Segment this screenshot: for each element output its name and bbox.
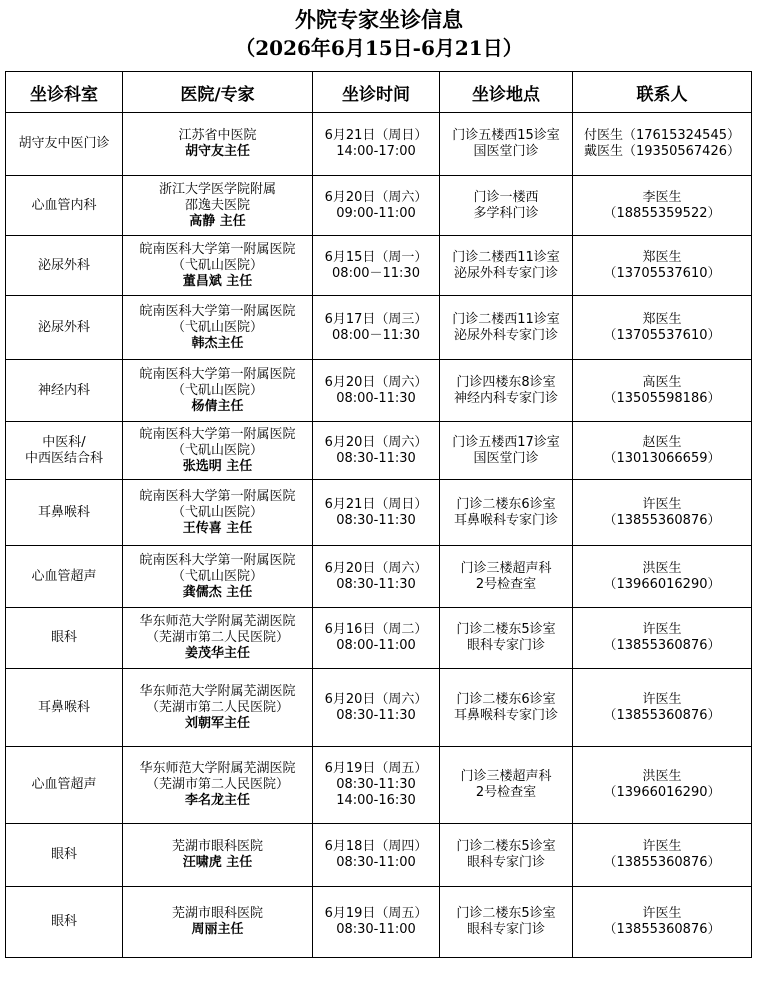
contact-text: （13966016290） [603,576,721,592]
expert-name: 韩杰主任 [191,335,244,351]
time-text: 08:30-11:30 [336,512,416,528]
contact-text: 洪医生 [642,560,682,576]
table-row [6,887,752,958]
time-text: 6月19日（周五） [324,761,428,776]
contact-text: 许医生 [642,691,682,707]
cell-time [313,113,440,176]
table-row [6,296,752,360]
hospital-name: 皖南医科大学第一附属医院 [139,366,296,382]
expert-name: 李名龙主任 [184,793,250,808]
page-subtitle: （2026年6月15日-6月21日） [235,36,523,60]
cell-contact [573,176,752,236]
hospital-name: （芜湖市第二人民医院） [145,777,289,792]
cell-contact [573,669,752,747]
location-text: 泌尿外科专家门诊 [453,327,558,343]
dept-text: 耳鼻喉科 [37,504,90,520]
cell-dept [6,608,123,669]
time-text: 08:00-11:30 [336,390,416,406]
table-row [6,824,752,887]
hospital-name: 皖南医科大学第一附属医院 [139,303,296,319]
time-text: 6月19日（周五） [324,906,428,921]
time-text: 08:30-11:00 [336,922,416,937]
location-text: 门诊三楼超声科 [460,560,552,576]
time-text: 08:00-11:00 [336,638,416,653]
cell-location [440,422,573,480]
location-text: 门诊二楼东5诊室 [456,906,556,921]
location-text: 门诊二楼西11诊室 [452,249,560,265]
hospital-name: 华东师范大学附属芜湖医院 [139,614,296,629]
expert-name: 高静 主任 [189,213,246,229]
cell-hospital-expert [123,236,313,296]
dept-text: 心血管超声 [31,568,97,584]
dept-text: 神经内科 [37,382,90,398]
cell-hospital-expert [123,608,313,669]
contact-text: （13855360876） [603,922,721,937]
contact-text: 郑医生 [642,249,682,265]
location-text: 门诊一楼西 [473,189,539,205]
contact-text: 洪医生 [642,769,682,784]
cell-location [440,480,573,546]
location-text: 眼科专家门诊 [466,638,545,653]
cell-contact [573,747,752,824]
location-text: 门诊三楼超声科 [460,769,552,784]
location-text: 眼科专家门诊 [466,922,545,937]
time-text: 6月17日（周三） [324,311,428,327]
hospital-name: 江苏省中医院 [178,128,257,143]
cell-time [313,296,440,360]
location-text: 多学科门诊 [473,205,539,221]
expert-name: 周丽主任 [191,922,244,937]
cell-time [313,887,440,958]
time-text: 08:30-11:00 [336,855,416,870]
contact-text: （13966016290） [603,785,721,800]
cell-dept [6,669,123,747]
expert-name: 胡守友主任 [184,144,250,159]
cell-contact [573,546,752,608]
cell-location [440,296,573,360]
cell-contact [573,480,752,546]
cell-dept [6,480,123,546]
header-contact: 联系人 [573,72,752,113]
location-text: 门诊二楼西11诊室 [452,311,560,327]
cell-dept [6,296,123,360]
hospital-name: 华东师范大学附属芜湖医院 [139,761,296,776]
contact-text: 许医生 [642,906,682,921]
location-text: 门诊二楼东5诊室 [456,839,556,854]
location-text: 2号检查室 [475,785,537,800]
time-text: 6月15日（周一） [324,249,428,265]
time-text: 14:00-17:00 [336,144,416,159]
hospital-name: 皖南医科大学第一附属医院 [139,426,296,442]
cell-time [313,480,440,546]
hospital-name: （弋矶山医院） [171,257,263,273]
hospital-name: 浙江大学医学院附属 [158,181,276,197]
cell-time [313,669,440,747]
location-text: 门诊二楼东5诊室 [456,622,556,637]
expert-name: 杨倩主任 [191,398,244,414]
cell-location [440,747,573,824]
time-text: 08:30-11:30 [336,450,416,466]
cell-dept [6,113,123,176]
cell-time [313,747,440,824]
contact-text: （13855360876） [603,512,721,528]
cell-location [440,113,573,176]
cell-hospital-expert [123,296,313,360]
header-location: 坐诊地点 [440,72,573,113]
cell-time [313,824,440,887]
hospital-name: （弋矶山医院） [171,568,263,584]
hospital-name: 芜湖市眼科医院 [171,839,263,854]
dept-text: 泌尿外科 [37,257,90,273]
hospital-name: 华东师范大学附属芜湖医院 [139,683,296,699]
cell-location [440,887,573,958]
expert-name: 姜茂华主任 [184,646,250,661]
cell-hospital-expert [123,360,313,422]
location-text: 门诊四楼东8诊室 [456,374,556,390]
time-text: 08:30-11:30 [336,777,416,792]
cell-time [313,176,440,236]
cell-contact [573,422,752,480]
expert-name: 王传喜 主任 [182,520,253,536]
hospital-name: （弋矶山医院） [171,442,263,458]
table-row [6,747,752,824]
cell-location [440,176,573,236]
hospital-name: （芜湖市第二人民医院） [145,699,289,715]
contact-text: （13855360876） [603,707,721,723]
cell-time [313,422,440,480]
dept-text: 心血管内科 [31,197,97,213]
time-text: 6月21日（周日） [324,496,428,512]
dept-text: 眼科 [50,630,77,645]
contact-text: （13855360876） [603,855,721,870]
contact-text: （13855360876） [603,638,721,653]
dept-text: 眼科 [50,847,77,862]
table-row [6,360,752,422]
time-text: 6月20日（周六） [324,434,428,450]
location-text: 耳鼻喉科专家门诊 [453,512,558,528]
contact-text: （18855359522） [603,205,721,221]
cell-dept [6,546,123,608]
contact-text: 付医生（17615324545） [584,128,740,143]
cell-hospital-expert [123,422,313,480]
hospital-name: （弋矶山医院） [171,319,263,335]
location-text: 门诊五楼西17诊室 [452,434,560,450]
cell-dept [6,887,123,958]
cell-dept [6,747,123,824]
cell-hospital-expert [123,176,313,236]
cell-hospital-expert [123,546,313,608]
time-text: 08:00－11:30 [332,265,420,281]
cell-time [313,236,440,296]
page-title: 外院专家坐诊信息 [295,7,463,32]
contact-text: 郑医生 [642,311,682,327]
cell-location [440,236,573,296]
table-row [6,236,752,296]
cell-dept [6,360,123,422]
time-text: 14:00-16:30 [336,793,416,808]
contact-text: （13705537610） [603,265,721,281]
header-hospital: 医院/专家 [123,72,313,113]
hospital-name: （弋矶山医院） [171,504,263,520]
time-text: 6月20日（周六） [324,560,428,576]
location-text: 国医堂门诊 [473,450,539,466]
cell-hospital-expert [123,113,313,176]
expert-name: 董昌斌 主任 [182,273,253,289]
contact-text: 李医生 [642,189,682,205]
expert-name: 龚儒杰 主任 [182,584,253,600]
title-block [0,6,758,62]
contact-text: 许医生 [642,496,682,512]
table-row [6,669,752,747]
cell-time [313,360,440,422]
contact-text: （13505598186） [603,390,721,406]
dept-text: 耳鼻喉科 [37,699,90,715]
hospital-name: 皖南医科大学第一附属医院 [139,552,296,568]
cell-hospital-expert [123,887,313,958]
location-text: 神经内科专家门诊 [453,390,558,406]
cell-hospital-expert [123,480,313,546]
cell-time [313,608,440,669]
table-header-row [6,72,752,113]
location-text: 门诊二楼东6诊室 [456,496,556,512]
contact-text: 高医生 [642,374,682,390]
cell-contact [573,608,752,669]
dept-text: 中医科/ [42,434,86,450]
cell-time [313,546,440,608]
hospital-name: （弋矶山医院） [171,382,263,398]
hospital-name: 芜湖市眼科医院 [171,906,263,921]
location-text: 国医堂门诊 [473,144,539,159]
location-text: 门诊二楼东6诊室 [456,691,556,707]
schedule-table [5,71,752,958]
time-text: 08:30-11:30 [336,576,416,592]
cell-hospital-expert [123,824,313,887]
hospital-name: 皖南医科大学第一附属医院 [139,241,296,257]
expert-name: 张选明 主任 [182,458,253,474]
contact-text: 许医生 [642,622,682,637]
table-row [6,480,752,546]
time-text: 08:00－11:30 [332,327,420,343]
cell-dept [6,422,123,480]
contact-text: 许医生 [642,839,682,854]
cell-location [440,669,573,747]
location-text: 耳鼻喉科专家门诊 [453,707,558,723]
header-time: 坐诊时间 [313,72,440,113]
time-text: 6月16日（周二） [324,622,428,637]
expert-name: 刘朝军主任 [184,715,250,731]
dept-text: 胡守友中医门诊 [18,136,110,151]
table-body [6,113,752,958]
cell-contact [573,360,752,422]
cell-contact [573,824,752,887]
table-row [6,546,752,608]
location-text: 2号检查室 [475,576,537,592]
cell-contact [573,236,752,296]
header-dept: 坐诊科室 [6,72,123,113]
hospital-name: 皖南医科大学第一附属医院 [139,488,296,504]
dept-text: 心血管超声 [31,777,97,792]
time-text: 08:30-11:30 [336,707,416,723]
contact-text: 赵医生 [642,434,682,450]
time-text: 6月18日（周四） [324,839,428,854]
time-text: 6月20日（周六） [324,691,428,707]
table-row [6,422,752,480]
location-text: 泌尿外科专家门诊 [453,265,558,281]
expert-name: 汪啸虎 主任 [182,855,253,870]
cell-contact [573,887,752,958]
dept-text: 眼科 [50,914,77,929]
contact-text: 戴医生（19350567426） [584,144,740,159]
cell-location [440,360,573,422]
cell-location [440,608,573,669]
cell-hospital-expert [123,669,313,747]
cell-hospital-expert [123,747,313,824]
dept-text: 中西医结合科 [24,450,103,466]
location-text: 门诊五楼西15诊室 [452,128,560,143]
hospital-name: （芜湖市第二人民医院） [145,630,289,645]
table-row [6,608,752,669]
contact-text: （13013066659） [603,450,721,466]
cell-dept [6,176,123,236]
time-text: 09:00-11:00 [336,205,416,221]
hospital-name: 邵逸夫医院 [184,197,250,213]
cell-dept [6,824,123,887]
time-text: 6月20日（周六） [324,189,428,205]
table-row [6,176,752,236]
contact-text: （13705537610） [603,327,721,343]
location-text: 眼科专家门诊 [466,855,545,870]
time-text: 6月20日（周六） [324,374,428,390]
cell-contact [573,296,752,360]
cell-contact [573,113,752,176]
time-text: 6月21日（周日） [324,128,428,143]
cell-dept [6,236,123,296]
cell-location [440,824,573,887]
dept-text: 泌尿外科 [37,319,90,335]
table-row [6,113,752,176]
cell-location [440,546,573,608]
